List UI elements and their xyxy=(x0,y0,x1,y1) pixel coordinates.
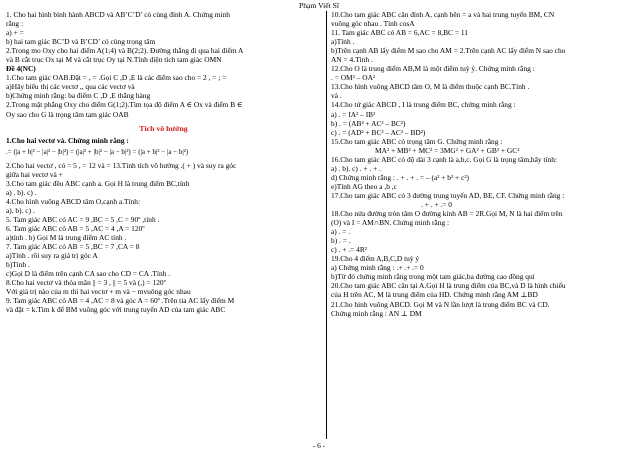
text-line: 12.Cho O là trung điểm AB,M là một điểm tuỳ ý. Chứng minh rằng : xyxy=(331,64,535,74)
text-line: . + . + .= 0 xyxy=(421,199,452,209)
text-line: 3.Cho tam giác đều ABC cạnh a. Gọi H là trung điểm BC,tính xyxy=(6,178,190,188)
text-line: (O) và I = AM∩BN. Chứng minh rằng : xyxy=(331,218,449,228)
text-line: 18.Cho nửa đường tròn tâm O đường kính AB = 2R.Gọi M, N là hai điểm trên xyxy=(331,209,563,219)
text-line: vuông góc nhau . Tính cosA xyxy=(331,19,415,29)
text-line: 2.Cho hai vectơ , có = 5 , = 12 và = 13.Tính tích vô hướng .( + ) và suy ra góc xyxy=(6,160,237,170)
text-line: a)Tính . xyxy=(331,37,355,47)
text-line: MA² + MB² + MC² = 3MG² + GA² + GB² + GC² xyxy=(375,145,520,155)
text-line: b) . = (AB² + AC² – BC²) xyxy=(331,118,406,128)
text-line: 17.Cho tam giác ABC có 3 đường trung tuyến AD, BE, CF. Chứng minh rằng : xyxy=(331,190,565,200)
text-line: và B cắt trục Ox tại M và cắt trục Oy tại N.Tính diện tích tam giác OMN xyxy=(6,55,222,65)
formula-line: .= (|a + b|² − |a|² − |b|²) = (|a|² + |b|² − |a − b|²) = (|a + b|² − |a − b|²) xyxy=(6,147,189,156)
text-line: và . xyxy=(331,91,342,101)
text-line: AN = 4.Tính . xyxy=(331,55,373,65)
text-line: 2.Trong mặt phẳng Oxy cho điểm G(1;2).Tìm tọa độ điểm A ∈ Ox và điểm B ∈ xyxy=(6,100,243,110)
text-line: 9. Tam giác ABC có AB = 4 ,AC = 8 và góc A = 60º .Trên tia AC lấy điểm M xyxy=(6,296,235,306)
text-line: b)Chứng minh rằng: ba điểm C ,D ,E thẳng hàng xyxy=(6,91,151,101)
text-line: 6. Tam giác ABC có AB = 5 ,AC = 4 ,A = 120º xyxy=(6,223,145,233)
text-line: 10.Cho tam giác ABC cân đỉnh A, cạnh bên = a và hai trung tuyến BM, CN xyxy=(331,10,555,19)
right-column xyxy=(331,10,631,318)
text-line: 21.Cho hình vuông ABCD. Gọi M và N lần lượt là trung điểm BC và CD. xyxy=(331,299,550,309)
text-line: 4.Cho hình vuông ABCD tâm O,cạnh a.Tính: xyxy=(6,196,141,206)
text-line: a) . b). c) . + . + . xyxy=(331,163,381,173)
text-line: 1. Cho hai hình bình hành ABCD và AB’C’D’ có cùng đỉnh A. Chứng minh xyxy=(6,10,230,19)
text-line: b)Tính . xyxy=(6,260,30,270)
text-line: c) . + .= 4R² xyxy=(331,245,368,255)
text-line: 5. Tam giác ABC có AC = 9 ,BC = 5 ,C = 90º ,tính . xyxy=(6,214,160,224)
text-line: 16.Cho tam giác ABC có độ dài 3 cạnh là a,b,c. Gọi G là trọng tâm,hãy tính: xyxy=(331,154,557,164)
text-line: b) . = . xyxy=(331,236,351,246)
text-line: Đề 4(NC) xyxy=(6,64,36,74)
text-line: a) . = IA² – IB² xyxy=(331,109,376,119)
text-line: Với giá trị nào của m thì hai vectơ + m và − mvuông góc nhau xyxy=(6,287,191,297)
text-line: a) Chứng minh rằng : .+ .+ .= 0 xyxy=(331,263,424,273)
column-divider xyxy=(326,11,327,439)
text-line: giữa hai vectơ và + xyxy=(6,169,63,179)
text-line: 13.Cho hình vuông ABCD tâm O, M là điểm thuộc cạnh BC.Tính . xyxy=(331,82,530,92)
text-line: a)Tính . rồi suy ra giá trị góc A xyxy=(6,251,98,261)
text-line: a). b). c) . xyxy=(6,205,35,215)
text-line: 8.Cho hai vectơ và thỏa mãn || = 3 , || = 5 và (,) = 120º xyxy=(6,278,166,288)
page-number: - 6 - xyxy=(312,441,326,450)
text-line: Oy sao cho G là trọng tâm tam giác OAB xyxy=(6,109,129,119)
text-line: b)Từ đó chứng minh rằng trong một tam giác,ba đường cao đồng qui xyxy=(331,272,535,282)
text-line: 20.Cho tam giác ABC cân tại A.Gọi H là trung điểm của BC,và D là hình chiếu xyxy=(331,281,566,291)
text-line: a) . = . xyxy=(331,227,351,237)
text-line: b) hai tam giác BC’D và B’CD’ có cùng trọng tâm xyxy=(6,37,156,47)
text-line: c) . = (AD² + BC² – AC² – BD²) xyxy=(331,127,426,137)
text-line: 1.Cho tam giác OAB.Đặt = , = .Gọi C ,D ,E là các điểm sao cho = 2 , = ; = xyxy=(6,73,227,83)
text-line: a)Hãy biểu thị các vectơ ,, qua các vectơ và xyxy=(6,82,135,92)
section-title: Tích vô hướng xyxy=(139,123,188,133)
text-line: a)tính . b) Gọi M là trung điểm AC tính . xyxy=(6,233,127,243)
text-line: 15.Cho tam giác ABC có trọng tâm G. Chứng minh rằng : xyxy=(331,136,503,146)
text-line: e)Tính AG theo a ,b ,c xyxy=(331,181,397,191)
text-line: Chứng minh rằng : AN ⊥ DM xyxy=(331,308,422,318)
left-column xyxy=(6,10,321,314)
text-line: d) Chứng minh rằng : . + . + . = – (a² + b² + c²) xyxy=(331,172,470,182)
text-line: c)Gọi D là điểm trên cạnh CA sao cho CD = CA .Tính . xyxy=(6,269,171,279)
text-line: b)Trên cạnh AB lấy điểm M sao cho AM = 2.Trên cạnh AC lấy điểm N sao cho xyxy=(331,46,566,56)
text-line: 2.Trong mo Oxy cho hai điểm A(1;4) và B(2;2). Đường thẳng đi qua hai điểm A xyxy=(6,46,244,56)
text-line: a) . b). c) . xyxy=(6,187,37,197)
text-line: 11. Tam giác ABC có AB = 6,AC = 8,BC = 11 xyxy=(331,28,468,38)
page-header: Phạm Viết Sĩ xyxy=(299,1,339,10)
text-line: . = OM² – OA² xyxy=(331,73,376,83)
text-line: rằng : xyxy=(6,19,24,29)
text-line: 19.Cho 4 điểm A,B,C,D tuỳ ý xyxy=(331,254,420,264)
text-line: 7. Tam giác ABC có AB = 5 ,BC = 7 ,CA = 8 xyxy=(6,242,140,252)
text-line: 1.Cho hai vectơ và. Chứng minh rằng : xyxy=(6,135,129,145)
text-line: 14.Cho tứ giác ABCD , I là trung điểm BC, chứng minh rằng : xyxy=(331,100,516,110)
text-line: a) + = xyxy=(6,28,24,38)
text-line: và đặt = k.Tìm k để BM vuông góc với trung tuyến AD của tam giác ABC xyxy=(6,305,226,315)
text-line: của H trên AC, M là trung điểm của HD. Chứng minh rằng AM ⊥BD xyxy=(331,290,538,300)
